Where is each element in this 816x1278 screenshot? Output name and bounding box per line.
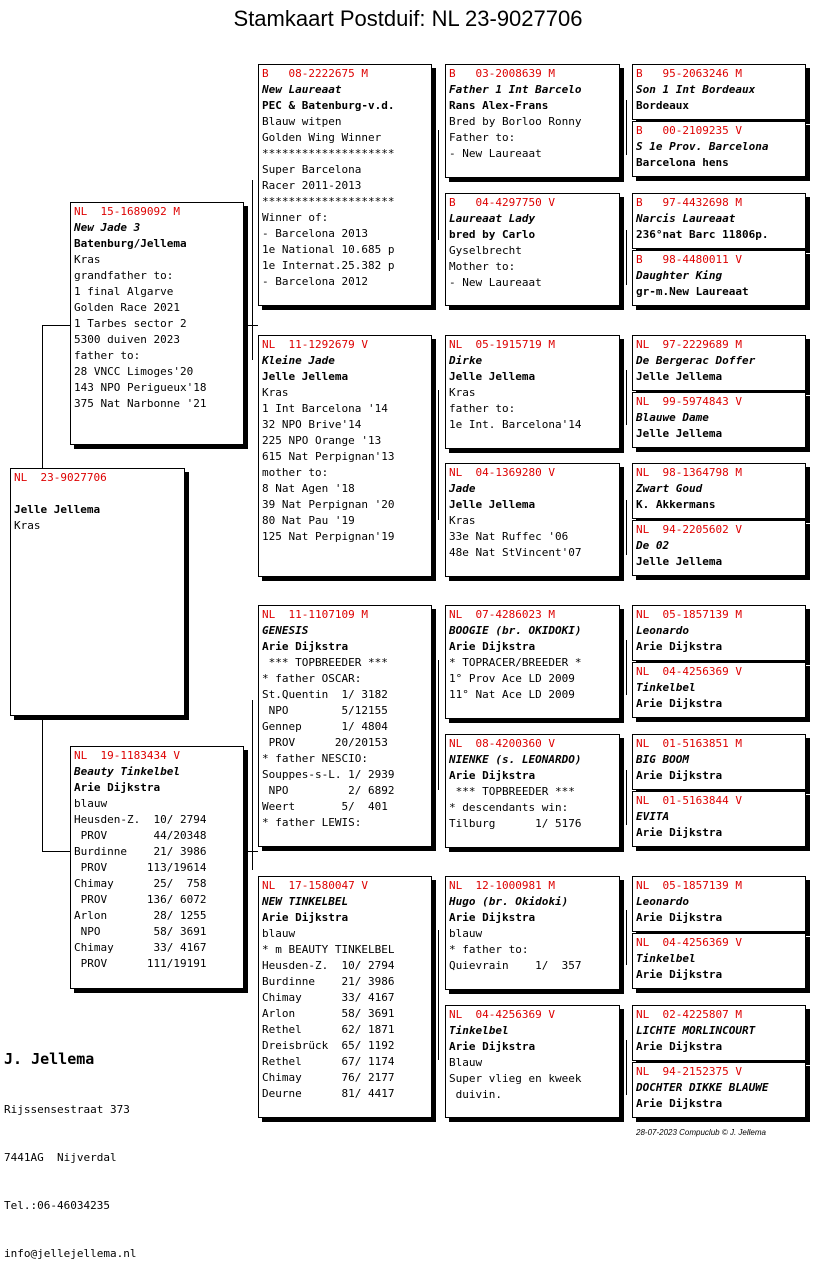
breeder-name: Jelle Jellema [636,555,723,568]
info-line: grandfather to: [74,269,174,282]
info-line: Kras [74,253,101,266]
info-line: 1° Prov Ace LD 2009 [449,672,575,685]
connector-line [42,716,43,851]
info-line: Chimay 25/ 758 [74,877,207,890]
breeder-name: Jelle Jellema [262,370,349,383]
breeder-name: gr-m.New Laureaat [636,285,749,298]
info-line: father to: [74,349,141,362]
info-line: ******************** [262,147,395,160]
connector-line [626,1040,627,1095]
breeder-name: PEC & Batenburg-v.d. [262,99,395,112]
connector-line [42,851,70,852]
info-line: 1e Int. Barcelona'14 [449,418,582,431]
info-line: Chimay 33/ 4167 [262,991,395,1004]
connector-line [626,910,627,965]
info-line: 1e National 10.685 p [262,243,395,256]
connector-line [626,370,627,425]
ring-number: NL 11-1107109 M [262,608,368,621]
info-line: 39 Nat Perpignan '20 [262,498,395,511]
pigeon-name: NEW TINKELBEL [262,895,349,908]
info-line: Weert 5/ 401 [262,800,388,813]
info-line: NPO 58/ 3691 [74,925,207,938]
ring-number: B 00-2109235 V [636,124,742,137]
info-line: Kras [449,514,476,527]
info-line: Heusden-Z. 10/ 2794 [74,813,207,826]
pigeon-name: Blauwe Dame [636,411,709,424]
info-line: Dreisbrück 65/ 1192 [262,1039,395,1052]
breeder-name: Batenburg/Jellema [74,237,187,250]
info-line: Burdinne 21/ 3986 [262,975,395,988]
pigeon-card-ssd [445,193,620,306]
ring-number: NL 05-1857139 M [636,879,742,892]
pigeon-name: Son 1 Int Bordeaux [636,83,756,96]
connector-line [244,325,258,326]
breeder-name: Barcelona hens [636,156,729,169]
pigeon-card-ddsd [632,933,806,989]
connector-line [626,770,627,825]
breeder-name: Jelle Jellema [636,370,723,383]
ring-number: B 98-4480011 V [636,253,742,266]
connector-line [42,325,70,326]
pigeon-name: Leonardo [636,624,689,637]
pigeon-card-dsd [445,734,620,848]
info-line: Arlon 58/ 3691 [262,1007,395,1020]
info-line: 80 Nat Pau '19 [262,514,355,527]
pigeon-name: Dirke [449,354,483,367]
info-line: 143 NPO Perigueux'18 [74,381,207,394]
ring-number: NL 08-4200360 V [449,737,555,750]
owner-address: Rijssensestraat 373 [4,1103,130,1116]
pigeon-card-sire-dam [258,335,432,577]
pigeon-card-sdss [632,335,806,391]
pigeon-card-sdd [445,463,620,577]
info-line: mother to: [262,466,329,479]
pigeon-name: BIG BOOM [636,753,689,766]
ring-number: B 03-2008639 M [449,67,555,80]
pigeon-card-dss [445,605,620,719]
pigeon-name: DOCHTER DIKKE BLAUWE [636,1081,769,1094]
pigeon-card-sdds [632,463,806,519]
breeder-name: 236°nat Barc 11806p. [636,228,769,241]
pigeon-card-ddss [632,876,806,932]
info-line: - Barcelona 2012 [262,275,368,288]
connector-line [42,325,43,468]
ring-number: NL 04-4256369 V [636,936,742,949]
pigeon-card-dddd [632,1062,806,1118]
pigeon-card-sssd [632,121,806,177]
ring-number: NL 19-1183434 V [74,749,180,762]
pigeon-card-dsss [632,605,806,661]
info-line: 11° Nat Ace LD 2009 [449,688,575,701]
info-line: Blauw witpen [262,115,342,128]
info-line: NPO 2/ 6892 [262,784,395,797]
info-line: - New Laureaat [449,147,542,160]
info-line: 615 Nat Perpignan'13 [262,450,395,463]
connector-line [626,500,627,555]
info-line: PROV 111/19191 [74,957,207,970]
connector-line [438,930,439,1060]
info-line: - Barcelona 2013 [262,227,368,240]
pigeon-card-dds [445,876,620,990]
pigeon-name: Tinkelbel [636,952,696,965]
info-line: PROV 113/19614 [74,861,207,874]
breeder-name: Jelle Jellema [636,427,723,440]
ring-number: NL 94-2152375 V [636,1065,742,1078]
info-line: 28 VNCC Limoges'20 [74,365,194,378]
breeder-name: Arie Dijkstra [636,1040,723,1053]
pigeon-card-dam-dam [258,876,432,1118]
info-line: 225 NPO Orange '13 [262,434,382,447]
pigeon-name: Hugo (br. Okidoki) [449,895,569,908]
info-line: duivin. [449,1088,502,1101]
pigeon-card-dam [70,746,244,989]
info-line: Bred by Borloo Ronny [449,115,582,128]
breeder-name: bred by Carlo [449,228,536,241]
info-line: ******************** [262,195,395,208]
info-line: Kras [14,519,41,532]
pigeon-card-dsds [632,734,806,790]
breeder-name: Arie Dijkstra [449,1040,536,1053]
info-line: Super vlieg en kweek [449,1072,582,1085]
pigeon-name: Zwart Goud [636,482,703,495]
ring-number: NL 94-2205602 V [636,523,742,536]
info-line: 8 Nat Agen '18 [262,482,355,495]
info-line: Burdinne 21/ 3986 [74,845,207,858]
breeder-name: Rans Alex-Frans [449,99,549,112]
info-line: Quievrain 1/ 357 [449,959,582,972]
info-line: * father NESCIO: [262,752,368,765]
ring-number: NL 97-2229689 M [636,338,742,351]
info-line: 1 final Algarve [74,285,174,298]
pigeon-name: Kleine Jade [262,354,335,367]
breeder-name: Arie Dijkstra [636,697,723,710]
owner-name: J. Jellema [4,1050,95,1068]
info-line: 375 Nat Narbonne '21 [74,397,207,410]
info-line: NPO 5/12155 [262,704,388,717]
breeder-name: Jelle Jellema [449,370,536,383]
pigeon-card-ssds [632,193,806,249]
connector-line [438,130,439,240]
info-line: blauw [449,927,483,940]
info-line: Racer 2011-2013 [262,179,362,192]
info-line: Chimay 33/ 4167 [74,941,207,954]
info-line: 1e Internat.25.382 p [262,259,395,272]
info-line: Chimay 76/ 2177 [262,1071,395,1084]
pigeon-card-ddd [445,1005,620,1118]
ring-number: NL 11-1292679 V [262,338,368,351]
breeder-name: Arie Dijkstra [262,640,349,653]
breeder-name: Arie Dijkstra [636,1097,723,1110]
pigeon-card-sss [445,64,620,178]
pigeon-name: Narcis Laureaat [636,212,736,225]
info-line: blauw [74,797,108,810]
breeder-name: Arie Dijkstra [636,968,723,981]
pigeon-card-ssdd [632,250,806,306]
owner-block [4,1016,136,1278]
info-line: PROV 20/20153 [262,736,388,749]
pigeon-card-sddd [632,520,806,576]
pigeon-name: EVITA [636,810,670,823]
breeder-name: Bordeaux [636,99,689,112]
info-line: Rethel 67/ 1174 [262,1055,395,1068]
ring-number: NL 99-5974843 V [636,395,742,408]
ring-number: B 08-2222675 M [262,67,368,80]
pigeon-name: Daughter King [636,269,723,282]
breeder-name: Arie Dijkstra [449,769,536,782]
info-line: 125 Nat Perpignan'19 [262,530,395,543]
info-line: Heusden-Z. 10/ 2794 [262,959,395,972]
pigeon-name: S 1e Prov. Barcelona [636,140,769,153]
ring-number: NL 12-1000981 M [449,879,555,892]
info-line: 1 Int Barcelona '14 [262,402,388,415]
pigeon-name: LICHTE MORLINCOURT [636,1024,756,1037]
info-line: * m BEAUTY TINKELBEL [262,943,395,956]
info-line: 33e Nat Ruffec '06 [449,530,569,543]
connector-line [626,640,627,695]
pigeon-name: Jade [449,482,476,495]
pigeon-card-sire [70,202,244,445]
info-line: * father to: [449,943,529,956]
pigeon-name: Beauty Tinkelbel [74,765,180,778]
info-line: St.Quentin 1/ 3182 [262,688,388,701]
info-line: Winner of: [262,211,329,224]
info-line: Tilburg 1/ 5176 [449,817,582,830]
breeder-name: Arie Dijkstra [636,769,723,782]
info-line: Rethel 62/ 1871 [262,1023,395,1036]
ring-number: NL 98-1364798 M [636,466,742,479]
ring-number: NL 01-5163851 M [636,737,742,750]
info-line: Arlon 28/ 1255 [74,909,207,922]
connector-line [438,660,439,790]
ring-number: B 97-4432698 M [636,196,742,209]
owner-phone: Tel.:06-46034235 [4,1199,110,1212]
ring-number: NL 01-5163844 V [636,794,742,807]
info-line: Kras [262,386,289,399]
connector-line [626,100,627,155]
ring-number: B 95-2063246 M [636,67,742,80]
info-line: 48e Nat StVincent'07 [449,546,582,559]
ring-number: NL 02-4225807 M [636,1008,742,1021]
info-line: *** TOPBREEDER *** [449,785,575,798]
ring-number: NL 07-4286023 M [449,608,555,621]
breeder-name: Jelle Jellema [14,503,101,516]
breeder-name: Arie Dijkstra [636,911,723,924]
pigeon-card-dsdd [632,791,806,847]
ring-number: NL 15-1689092 M [74,205,180,218]
pigeon-name: De Bergerac Doffer [636,354,756,367]
breeder-name: Arie Dijkstra [74,781,161,794]
info-line: 5300 duiven 2023 [74,333,180,346]
info-line: blauw [262,927,296,940]
info-line: 32 NPO Brive'14 [262,418,362,431]
pigeon-card-ddds [632,1005,806,1061]
info-line: Golden Race 2021 [74,301,180,314]
breeder-name: Arie Dijkstra [262,911,349,924]
info-line: Gyselbrecht [449,244,522,257]
pigeon-name: Tinkelbel [636,681,696,694]
breeder-name: Arie Dijkstra [449,640,536,653]
info-line: PROV 136/ 6072 [74,893,207,906]
pigeon-card-sdsd [632,392,806,448]
ring-number: NL 05-1857139 M [636,608,742,621]
info-line: Deurne 81/ 4417 [262,1087,395,1100]
pigeon-name: Tinkelbel [449,1024,509,1037]
info-line: * father LEWIS: [262,816,362,829]
connector-line [438,390,439,520]
info-line: Golden Wing Winner [262,131,382,144]
pigeon-name: Leonardo [636,895,689,908]
info-line: Kras [449,386,476,399]
pigeon-card-dssd [632,662,806,718]
pigeon-card-sds [445,335,620,449]
breeder-name: Jelle Jellema [449,498,536,511]
pigeon-name: Laureaat Lady [449,212,536,225]
breeder-name: Arie Dijkstra [449,911,536,924]
pigeon-name [14,486,181,502]
info-line: * descendants win: [449,801,569,814]
info-line: * TOPRACER/BREEDER * [449,656,582,669]
info-line: Blauw [449,1056,483,1069]
ring-number: B 04-4297750 V [449,196,555,209]
info-line: Mother to: [449,260,516,273]
pigeon-name: New Laureaat [262,83,342,96]
info-line: PROV 44/20348 [74,829,207,842]
info-line: Father to: [449,131,516,144]
connector-line [252,700,253,870]
breeder-name: Arie Dijkstra [636,826,723,839]
info-line: Super Barcelona [262,163,362,176]
breeder-name: Arie Dijkstra [636,640,723,653]
info-line: father to: [449,402,516,415]
connector-line [626,230,627,285]
pigeon-name: Father 1 Int Barcelo [449,83,582,96]
info-line: - New Laureaat [449,276,542,289]
info-line: *** TOPBREEDER *** [262,656,388,669]
breeder-name: K. Akkermans [636,498,716,511]
pigeon-card-subject [10,468,185,716]
info-line: * father OSCAR: [262,672,362,685]
connector-line [252,180,253,360]
ring-number: NL 04-4256369 V [636,665,742,678]
owner-email: info@jellejellema.nl [4,1247,137,1260]
footer-credit: 28-07-2023 Compuclub © J. Jellema [636,1128,766,1137]
connector-line [244,851,258,852]
pigeon-name: New Jade 3 [74,221,141,234]
owner-city: 7441AG Nijverdal [4,1151,117,1164]
ring-number: NL 04-4256369 V [449,1008,555,1021]
info-line: Gennep 1/ 4804 [262,720,388,733]
info-line: 1 Tarbes sector 2 [74,317,187,330]
ring-number: NL 04-1369280 V [449,466,555,479]
pigeon-name: BOOGIE (br. OKIDOKI) [449,624,582,637]
ring-number: NL 05-1915719 M [449,338,555,351]
ring-number: NL 17-1580047 V [262,879,368,892]
page-title: Stamkaart Postduif: NL 23-9027706 [233,6,583,31]
pigeon-name: De 02 [636,539,670,552]
pigeon-card-dam-sire [258,605,432,847]
ring-number: NL 23-9027706 [14,471,107,484]
pigeon-card-sire-sire [258,64,432,306]
pigeon-name: GENESIS [262,624,309,637]
pigeon-card-ssss [632,64,806,120]
pigeon-name: NIENKE (s. LEONARDO) [449,753,582,766]
info-line: Souppes-s-L. 1/ 2939 [262,768,395,781]
